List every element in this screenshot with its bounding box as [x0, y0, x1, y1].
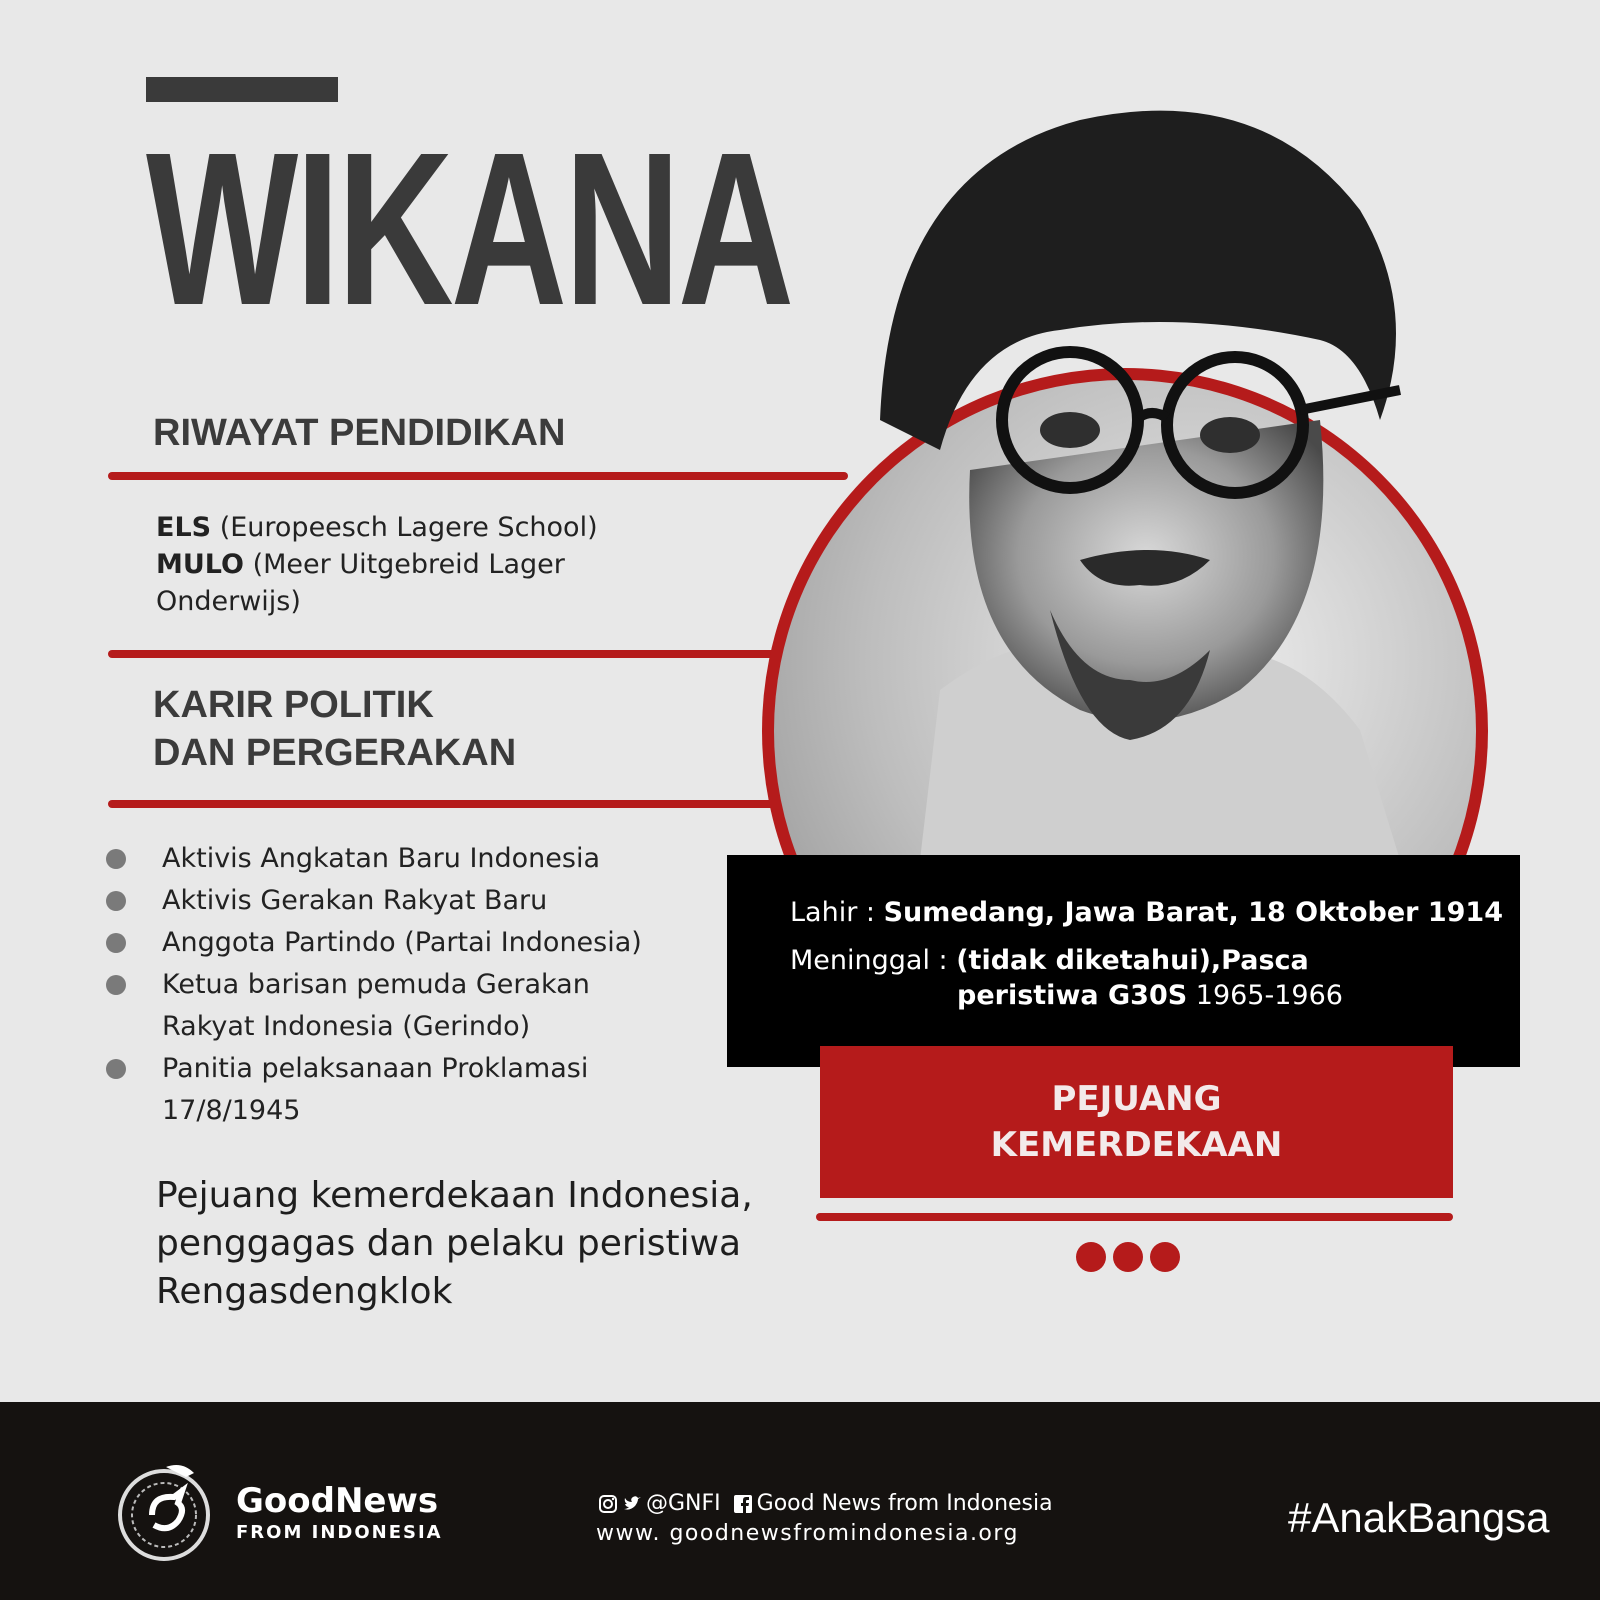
died-line-continued: peristiwa G30S 1965-1966: [957, 980, 1343, 1011]
decor-dot: [1150, 1242, 1180, 1272]
gnfi-logo-icon: [112, 1457, 216, 1561]
hashtag: #AnakBangsa: [1288, 1494, 1550, 1541]
brand-name: GoodNews: [236, 1481, 439, 1521]
education-list: [156, 509, 676, 620]
education-item: ELS (Europeesch Lagere School): [156, 512, 598, 543]
list-item: Aktivis Angkatan Baru Indonesia: [100, 838, 740, 880]
education-rule-top: [108, 472, 848, 480]
died-line: Meninggal : (tidak diketahui),Pasca: [790, 945, 1309, 976]
title-accent-bar: [146, 77, 338, 102]
education-rule-bottom: [108, 650, 798, 658]
list-item: Anggota Partindo (Partai Indonesia): [100, 922, 740, 964]
facebook-icon[interactable]: [733, 1494, 753, 1514]
bullet-icon: [106, 1059, 126, 1079]
brand-subtitle: FROM INDONESIA: [236, 1522, 443, 1543]
born-line: Lahir : Sumedang, Jawa Barat, 18 Oktober 1914: [790, 897, 1504, 928]
education-item: MULO (Meer Uitgebreid Lager Onderwijs): [156, 549, 565, 617]
facebook-page-name[interactable]: Good News from Indonesia: [756, 1491, 1053, 1516]
list-item: Aktivis Gerakan Rakyat Baru: [100, 880, 740, 922]
social-line: [598, 1490, 1053, 1518]
career-title: KARIR POLITIK DAN PERGERAKAN: [153, 684, 517, 774]
website-link[interactable]: www. goodnewsfromindonesia.org: [596, 1521, 1020, 1546]
instagram-icon[interactable]: [598, 1494, 618, 1514]
badge-rule: [816, 1213, 1453, 1221]
bullet-icon: [106, 849, 126, 869]
education-title: RIWAYAT PENDIDIKAN: [153, 412, 566, 454]
twitter-icon[interactable]: [622, 1494, 642, 1514]
portrait-photo: [880, 90, 1420, 860]
social-handle[interactable]: @GNFI: [646, 1491, 721, 1516]
decor-dot: [1113, 1242, 1143, 1272]
bullet-icon: [106, 975, 126, 995]
bullet-icon: [106, 933, 126, 953]
bullet-icon: [106, 891, 126, 911]
list-item: Panitia pelaksanaan Proklamasi 17/8/1945: [100, 1048, 602, 1132]
summary-text: Pejuang kemerdekaan Indonesia, penggagas dan pelaku peristiwa Rengasdengklok: [156, 1175, 753, 1312]
career-list: [100, 838, 740, 1132]
title-badge: PEJUANG KEMERDEKAAN: [820, 1046, 1453, 1198]
person-name: WIKANA: [146, 108, 792, 351]
career-rule: [108, 800, 798, 808]
list-item: Ketua barisan pemuda Gerakan Rakyat Indonesia (Gerindo): [100, 964, 642, 1048]
decor-dot: [1076, 1242, 1106, 1272]
